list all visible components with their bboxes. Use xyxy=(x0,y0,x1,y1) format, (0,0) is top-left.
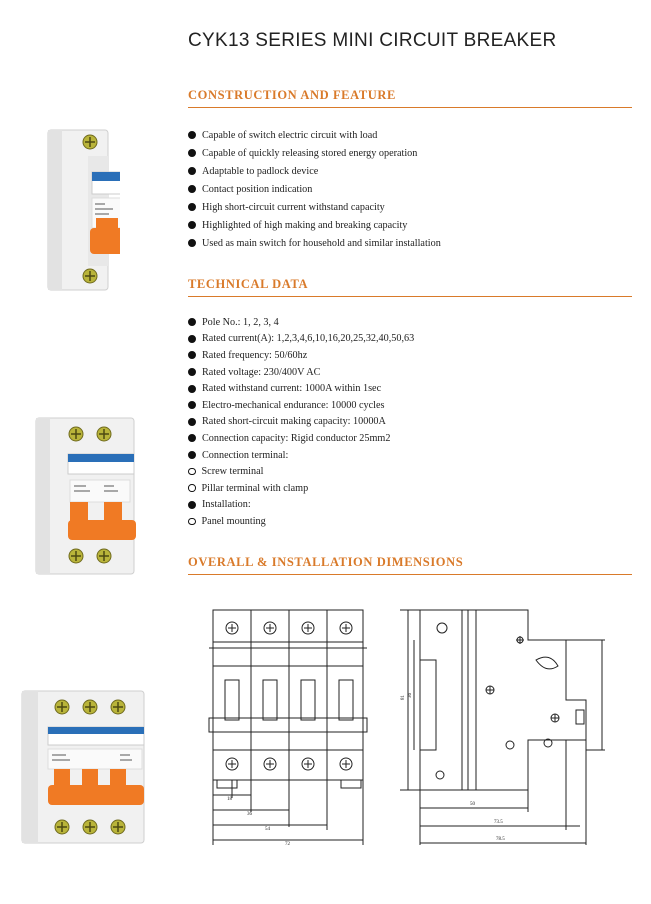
list-item-text: Capable of quickly releasing stored energy operation xyxy=(202,147,418,159)
list-item-text: Connection capacity: Rigid conductor 25mm2 xyxy=(202,432,391,444)
filled-circle-bullet-icon xyxy=(188,149,196,157)
filled-circle-bullet-icon xyxy=(188,501,196,509)
list-item-text: High short-circuit current withstand capacity xyxy=(202,201,385,213)
filled-circle-bullet-icon xyxy=(188,131,196,139)
construction-list xyxy=(188,126,441,252)
list-item-text: Connection terminal: xyxy=(202,449,289,461)
dim-18: 18 xyxy=(227,797,232,802)
filled-circle-bullet-icon xyxy=(188,167,196,175)
filled-circle-bullet-icon xyxy=(188,434,196,442)
dim-36: 36 xyxy=(247,812,252,817)
filled-circle-bullet-icon xyxy=(188,185,196,193)
list-item xyxy=(188,314,414,331)
list-item xyxy=(188,430,414,447)
hollow-circle-bullet-icon xyxy=(188,484,196,492)
breaker-3-pole-image xyxy=(18,685,148,850)
list-item xyxy=(188,463,414,480)
dim-81: 81 xyxy=(401,695,406,700)
dim-36-side: 36 xyxy=(408,693,413,698)
list-item-text: Rated withstand current: 1000A within 1sec xyxy=(202,383,382,395)
filled-circle-bullet-icon xyxy=(188,318,196,326)
breaker-1-pole-image xyxy=(40,120,120,300)
list-item-text: Electro-mechanical endurance: 10000 cycles xyxy=(202,399,385,411)
list-item-text: Adaptable to padlock device xyxy=(202,165,319,177)
technical-heading: TECHNICAL DATA xyxy=(188,277,309,291)
hollow-circle-bullet-icon xyxy=(188,468,196,476)
list-item xyxy=(188,380,414,397)
construction-heading: CONSTRUCTION AND FEATURE xyxy=(188,88,396,102)
list-item-text: Highlighted of high making and breaking capacity xyxy=(202,219,408,231)
list-item-text: Panel mounting xyxy=(201,515,266,527)
list-item xyxy=(188,180,441,198)
list-item-text: Installation: xyxy=(202,499,251,511)
list-item-text: Used as main switch for household and similar installation xyxy=(202,237,441,249)
filled-circle-bullet-icon xyxy=(188,451,196,459)
list-item xyxy=(188,513,414,530)
filled-circle-bullet-icon xyxy=(188,203,196,211)
dim-78-5: 78.5 xyxy=(496,837,505,842)
technical-list xyxy=(188,314,414,530)
list-item-text: Rated frequency: 50/60hz xyxy=(202,349,308,361)
list-item xyxy=(188,447,414,464)
filled-circle-bullet-icon xyxy=(188,335,196,343)
dim-73-5: 73.5 xyxy=(494,820,503,825)
list-item-text: Pole No.: 1, 2, 3, 4 xyxy=(202,316,279,328)
list-item xyxy=(188,126,441,144)
front-dimension-drawing xyxy=(205,600,375,850)
page-title: CYK13 SERIES MINI CIRCUIT BREAKER xyxy=(188,30,557,51)
dimensions-heading: OVERALL & INSTALLATION DIMENSIONS xyxy=(188,555,464,569)
filled-circle-bullet-icon xyxy=(188,385,196,393)
list-item xyxy=(188,331,414,348)
list-item-text: Pillar terminal with clamp xyxy=(201,482,309,494)
filled-circle-bullet-icon xyxy=(188,418,196,426)
list-item xyxy=(188,397,414,414)
technical-section-header xyxy=(188,277,632,297)
dim-54: 54 xyxy=(265,827,270,832)
list-item xyxy=(188,347,414,364)
list-item-text: Rated short-circuit making capacity: 10000A xyxy=(202,416,386,428)
list-item xyxy=(188,414,414,431)
filled-circle-bullet-icon xyxy=(188,351,196,359)
list-item xyxy=(188,497,414,514)
construction-section-header xyxy=(188,88,632,108)
filled-circle-bullet-icon xyxy=(188,368,196,376)
list-item xyxy=(188,198,441,216)
filled-circle-bullet-icon xyxy=(188,239,196,247)
filled-circle-bullet-icon xyxy=(188,401,196,409)
dim-72: 72 xyxy=(285,842,290,847)
list-item xyxy=(188,216,441,234)
list-item xyxy=(188,480,414,497)
hollow-circle-bullet-icon xyxy=(188,518,196,526)
list-item xyxy=(188,144,441,162)
dim-50: 50 xyxy=(470,802,475,807)
dimensions-section-header xyxy=(188,555,632,575)
list-item-text: Capable of switch electric circuit with load xyxy=(202,129,378,141)
list-item-text: Rated voltage: 230/400V AC xyxy=(202,366,321,378)
side-dimension-drawing xyxy=(390,600,620,850)
list-item-text: Contact position indication xyxy=(202,183,313,195)
filled-circle-bullet-icon xyxy=(188,221,196,229)
list-item-text: Screw terminal xyxy=(201,466,264,478)
list-item xyxy=(188,162,441,180)
list-item xyxy=(188,364,414,381)
list-item-text: Rated current(A): 1,2,3,4,6,10,16,20,25,32,40,50,63 xyxy=(202,333,415,345)
list-item xyxy=(188,234,441,252)
breaker-2-pole-image xyxy=(30,410,140,580)
